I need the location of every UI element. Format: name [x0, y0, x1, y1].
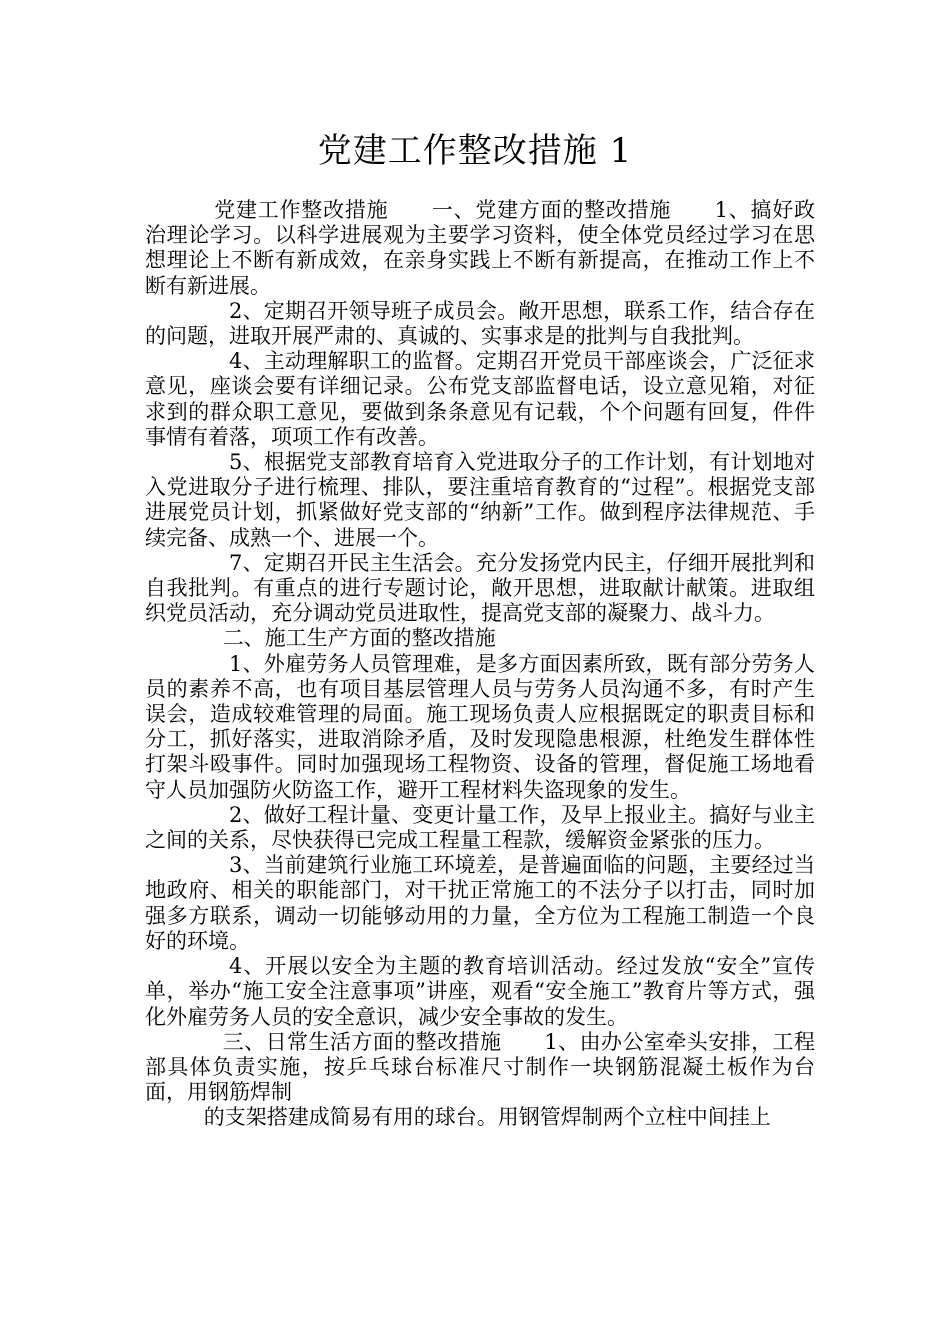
paragraph-party-member-training: 5、根据党支部教育培育入党进取分子的工作计划，有计划地对入党进取分子进行梳理、排队，要注重培育教育的“过程”。根据党支部进展党员计划，抓紧做好党支部的“纳新”工作。做到程序法律规范、手续完备、成熟一个、进展一个。 [145, 450, 815, 550]
paragraph-staff-supervision: 4、主动理解职工的监督。定期召开党员干部座谈会，广泛征求意见，座谈会要有详细记录。公布党支部监督电话，设立意见箱，对征求到的群众职工意见，要做到条条意见有记载，个个问题有回复，件件事情有着落，项项工作有改善。 [145, 349, 815, 449]
document-body [145, 198, 815, 1131]
paragraph-construction-environment: 3、当前建筑行业施工环境差，是普遍面临的问题，主要经过当地政府、相关的职能部门，对干扰正常施工的不法分子以打击，同时加强多方联系，调动一切能够动用的力量，全方位为工程施工制造一个良好的环境。 [145, 853, 815, 953]
paragraph-democratic-life-meeting: 7、定期召开民主生活会。充分发扬党内民主，仔细开展批判和自我批判。有重点的进行专题讨论，敞开思想，进取献计献策。进取组织党员活动，充分调动党员进取性，提高党支部的凝聚力、战斗力。 [145, 550, 815, 626]
paragraph-intro-political-study: 党建工作整改措施 一、党建方面的整改措施 1、搞好政治理论学习。以科学进展观为主要学习资料，使全体党员经过学习在思想理论上不断有新成效，在亲身实践上不断有新提高，在推动工作上不断有新进展。 [145, 198, 815, 298]
paragraph-labor-management: 1、外雇劳务人员管理难，是多方面因素所致，既有部分劳务人员的素养不高，也有项目基层管理人员与劳务人员沟通不多，有时产生误会，造成较难管理的局面。施工现场负责人应根据既定的职责目标和分工，抓好落实，进取消除矛盾，及时发现隐患根源，杜绝发生群体性打架斗殴事件。同时加强现场工程物资、设备的管理，督促施工场地看守人员加强防火防盗工作，避开工程材料失盗现象的发生。 [145, 651, 815, 802]
section-heading-construction: 二、施工生产方面的整改措施 [222, 626, 496, 651]
document-title: 党建工作整改措施 1 [317, 131, 633, 171]
paragraph-leadership-meeting: 2、定期召开领导班子成员会。敞开思想，联系工作，结合存在的问题，进取开展严肃的、真诚的、实事求是的批判与自我批判。 [145, 298, 815, 349]
paragraph-metering: 2、做好工程计量、变更计量工作，及早上报业主。搞好与业主之间的关系，尽快获得已完成工程量工程款，缓解资金紧张的压力。 [145, 802, 815, 853]
paragraph-table-tennis-continued: 的支架搭建成简易有用的球台。用钢管焊制两个立柱中间挂上 [203, 1105, 771, 1130]
paragraph-daily-life-measures: 三、日常生活方面的整改措施 1、由办公室牵头安排，工程部具体负责实施，按乒乓球台标准尺寸制作一块钢筋混凝土板作为台面，用钢筋焊制 [145, 1029, 815, 1105]
paragraph-safety-training: 4、开展以安全为主题的教育培训活动。经过发放“安全”宣传单，举办“施工安全注意事项”讲座，观看“安全施工”教育片等方式，强化外雇劳务人员的安全意识，减少安全事故的发生。 [145, 954, 815, 1029]
